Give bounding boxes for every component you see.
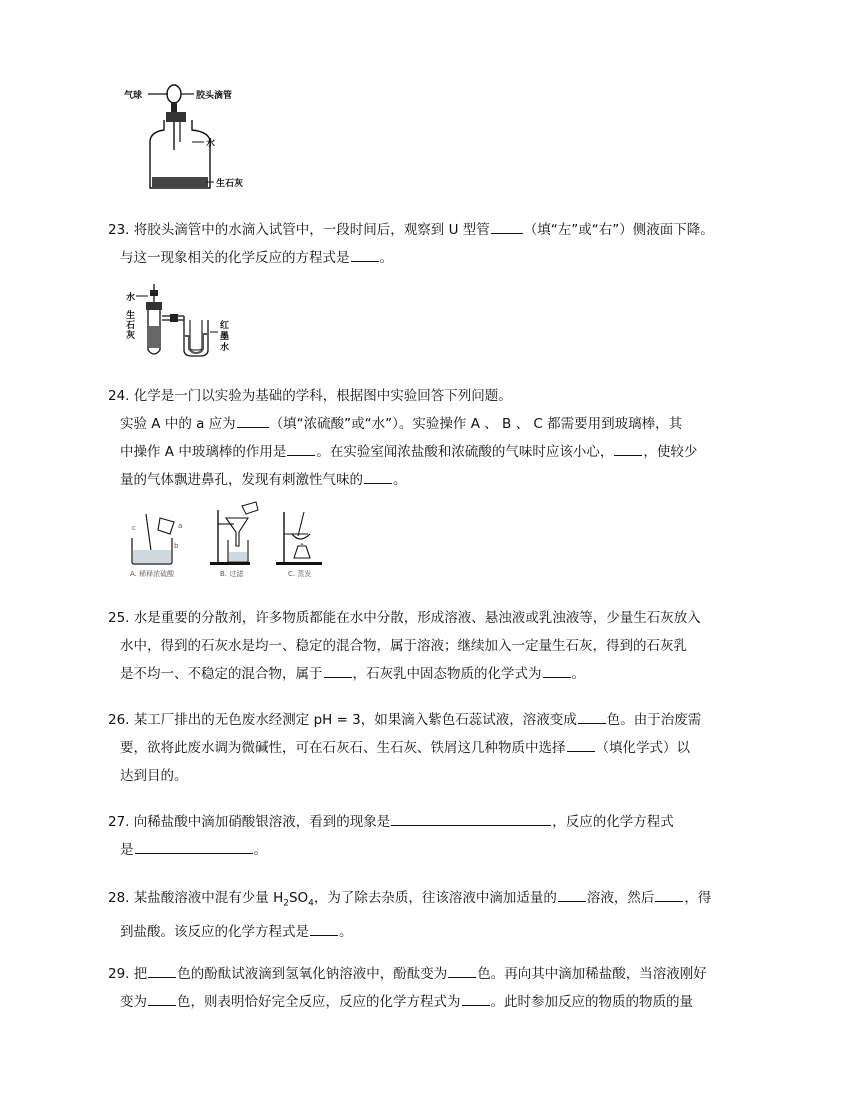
svg-text:a: a: [178, 522, 183, 530]
label-lime-1: 生: [126, 311, 136, 321]
question-25: 25. 水是重要的分散剂，许多物质都能在水中分散，形成溶液、悬浊液或乳浊液等，少量生石灰放入 水中，得到的石灰水是均一、稳定的混合物，属于溶液；继续加入一定量生石灰，得到的石灰乳 是不均一、不稳定的混合物，属于 ，石灰乳中固态物质的化学式为 。: [108, 610, 701, 682]
question-number: 28.: [108, 890, 130, 906]
question-number: 25.: [108, 610, 130, 626]
question-29: 29. 把 色的酚酞试液滴到氢氧化钠溶液中，酚酞变为 色。再向其中滴加稀盐酸，当溶液刚好 变为 色，则表明恰好完全反应，反应的化学方程式为 。此时参加反应的物质的物质的量: [108, 960, 764, 1016]
answer-blank[interactable]: [558, 887, 586, 902]
stopper: [166, 112, 186, 122]
question-number: 23.: [108, 222, 130, 238]
question-number: 26.: [108, 712, 130, 728]
question-23: 23. 将胶头滴管中的水滴入试管中，一段时间后，观察到 U 型管 （填“左”或“右”）侧液面下降。 与这一现象相关的化学反应的方程式是 。: [108, 216, 764, 272]
question-number: 27.: [108, 814, 130, 830]
answer-blank[interactable]: [578, 709, 606, 724]
answer-blank[interactable]: [391, 811, 551, 826]
answer-blank[interactable]: [543, 663, 571, 678]
question-28: 28. 某盐酸溶液中混有少量 $H_2SO_4$，为了除去杂质，往该溶液中滴加适量的 溶液，然后 ，得 到盐酸。该反应的化学方程式是 。: [108, 884, 764, 946]
answer-blank[interactable]: [614, 441, 642, 456]
question-number: 29.: [108, 966, 130, 982]
apparatus-c-evaporation: [276, 512, 322, 578]
answer-blank[interactable]: [287, 441, 315, 456]
label-lime-2: 石: [126, 321, 136, 331]
apparatus-b-filtration: [210, 502, 258, 578]
answer-blank[interactable]: [148, 963, 176, 978]
label-dropper: 胶头滴管: [196, 91, 233, 101]
answer-blank[interactable]: [148, 991, 176, 1006]
bulb: [167, 85, 181, 103]
answer-blank[interactable]: [135, 839, 253, 854]
lime-solid: [152, 177, 208, 187]
question-24: 24. 化学是一门以实验为基础的学科，根据图中实验回答下列问题。 实验 A 中的 a 应为 （填“浓硫酸”或“水”）。实验操作 A 、 B 、 C 都需要用到玻璃棒，其 中操作 A 中玻璃棒的作用是 。在实验室闻浓盐酸和浓硫酸的气味时应该小心， ，使较少 量的气体飘进鼻孔，发现有刺激性气味的 。: [108, 388, 698, 488]
label-ink-2: 墨: [220, 332, 230, 342]
dropper-top: [171, 102, 177, 112]
answer-blank[interactable]: [237, 413, 269, 428]
figure-lab-operations: [126, 500, 338, 580]
answer-blank[interactable]: [567, 737, 595, 752]
label-lime: 生石灰: [216, 179, 244, 189]
label-water: 水: [206, 139, 216, 149]
label-bulb: 气球: [124, 91, 143, 101]
label-ink-3: 水: [220, 343, 230, 353]
answer-blank[interactable]: [351, 247, 379, 262]
svg-text:c: c: [132, 524, 136, 532]
figure-bottle-dropper: [122, 80, 262, 196]
caption-b: B. 过滤: [220, 570, 244, 578]
label-water: 水: [126, 293, 136, 303]
caption-c: C. 蒸发: [288, 570, 312, 578]
label-ink-1: 红: [220, 321, 230, 331]
question-number: 24.: [108, 388, 130, 404]
caption-a: A. 稀释浓硫酸: [130, 570, 175, 578]
answer-blank[interactable]: [491, 219, 523, 234]
svg-text:b: b: [174, 542, 179, 550]
answer-blank[interactable]: [655, 887, 683, 902]
answer-blank[interactable]: [462, 991, 490, 1006]
label-lime-3: 灰: [126, 331, 136, 341]
question-26: 26. 某工厂排出的无色废水经测定 pH = 3，如果滴入紫色石蕊试液，溶液变成 色。由于治废需 要，欲将此废水调为微碱性，可在石灰石、生石灰、铁屑这几种物质中选择 （填化学式）以 达到目的。: [108, 706, 764, 790]
figure-u-tube: [122, 276, 242, 358]
answer-blank[interactable]: [310, 921, 338, 936]
answer-blank[interactable]: [324, 663, 352, 678]
answer-blank[interactable]: [364, 469, 392, 484]
answer-blank[interactable]: [448, 963, 476, 978]
stopper: [146, 302, 162, 310]
question-27: 27. 向稀盐酸中滴加硝酸银溶液，看到的现象是 ，反应的化学方程式 是 。: [108, 808, 764, 864]
apparatus-a-dilution: [130, 514, 182, 578]
